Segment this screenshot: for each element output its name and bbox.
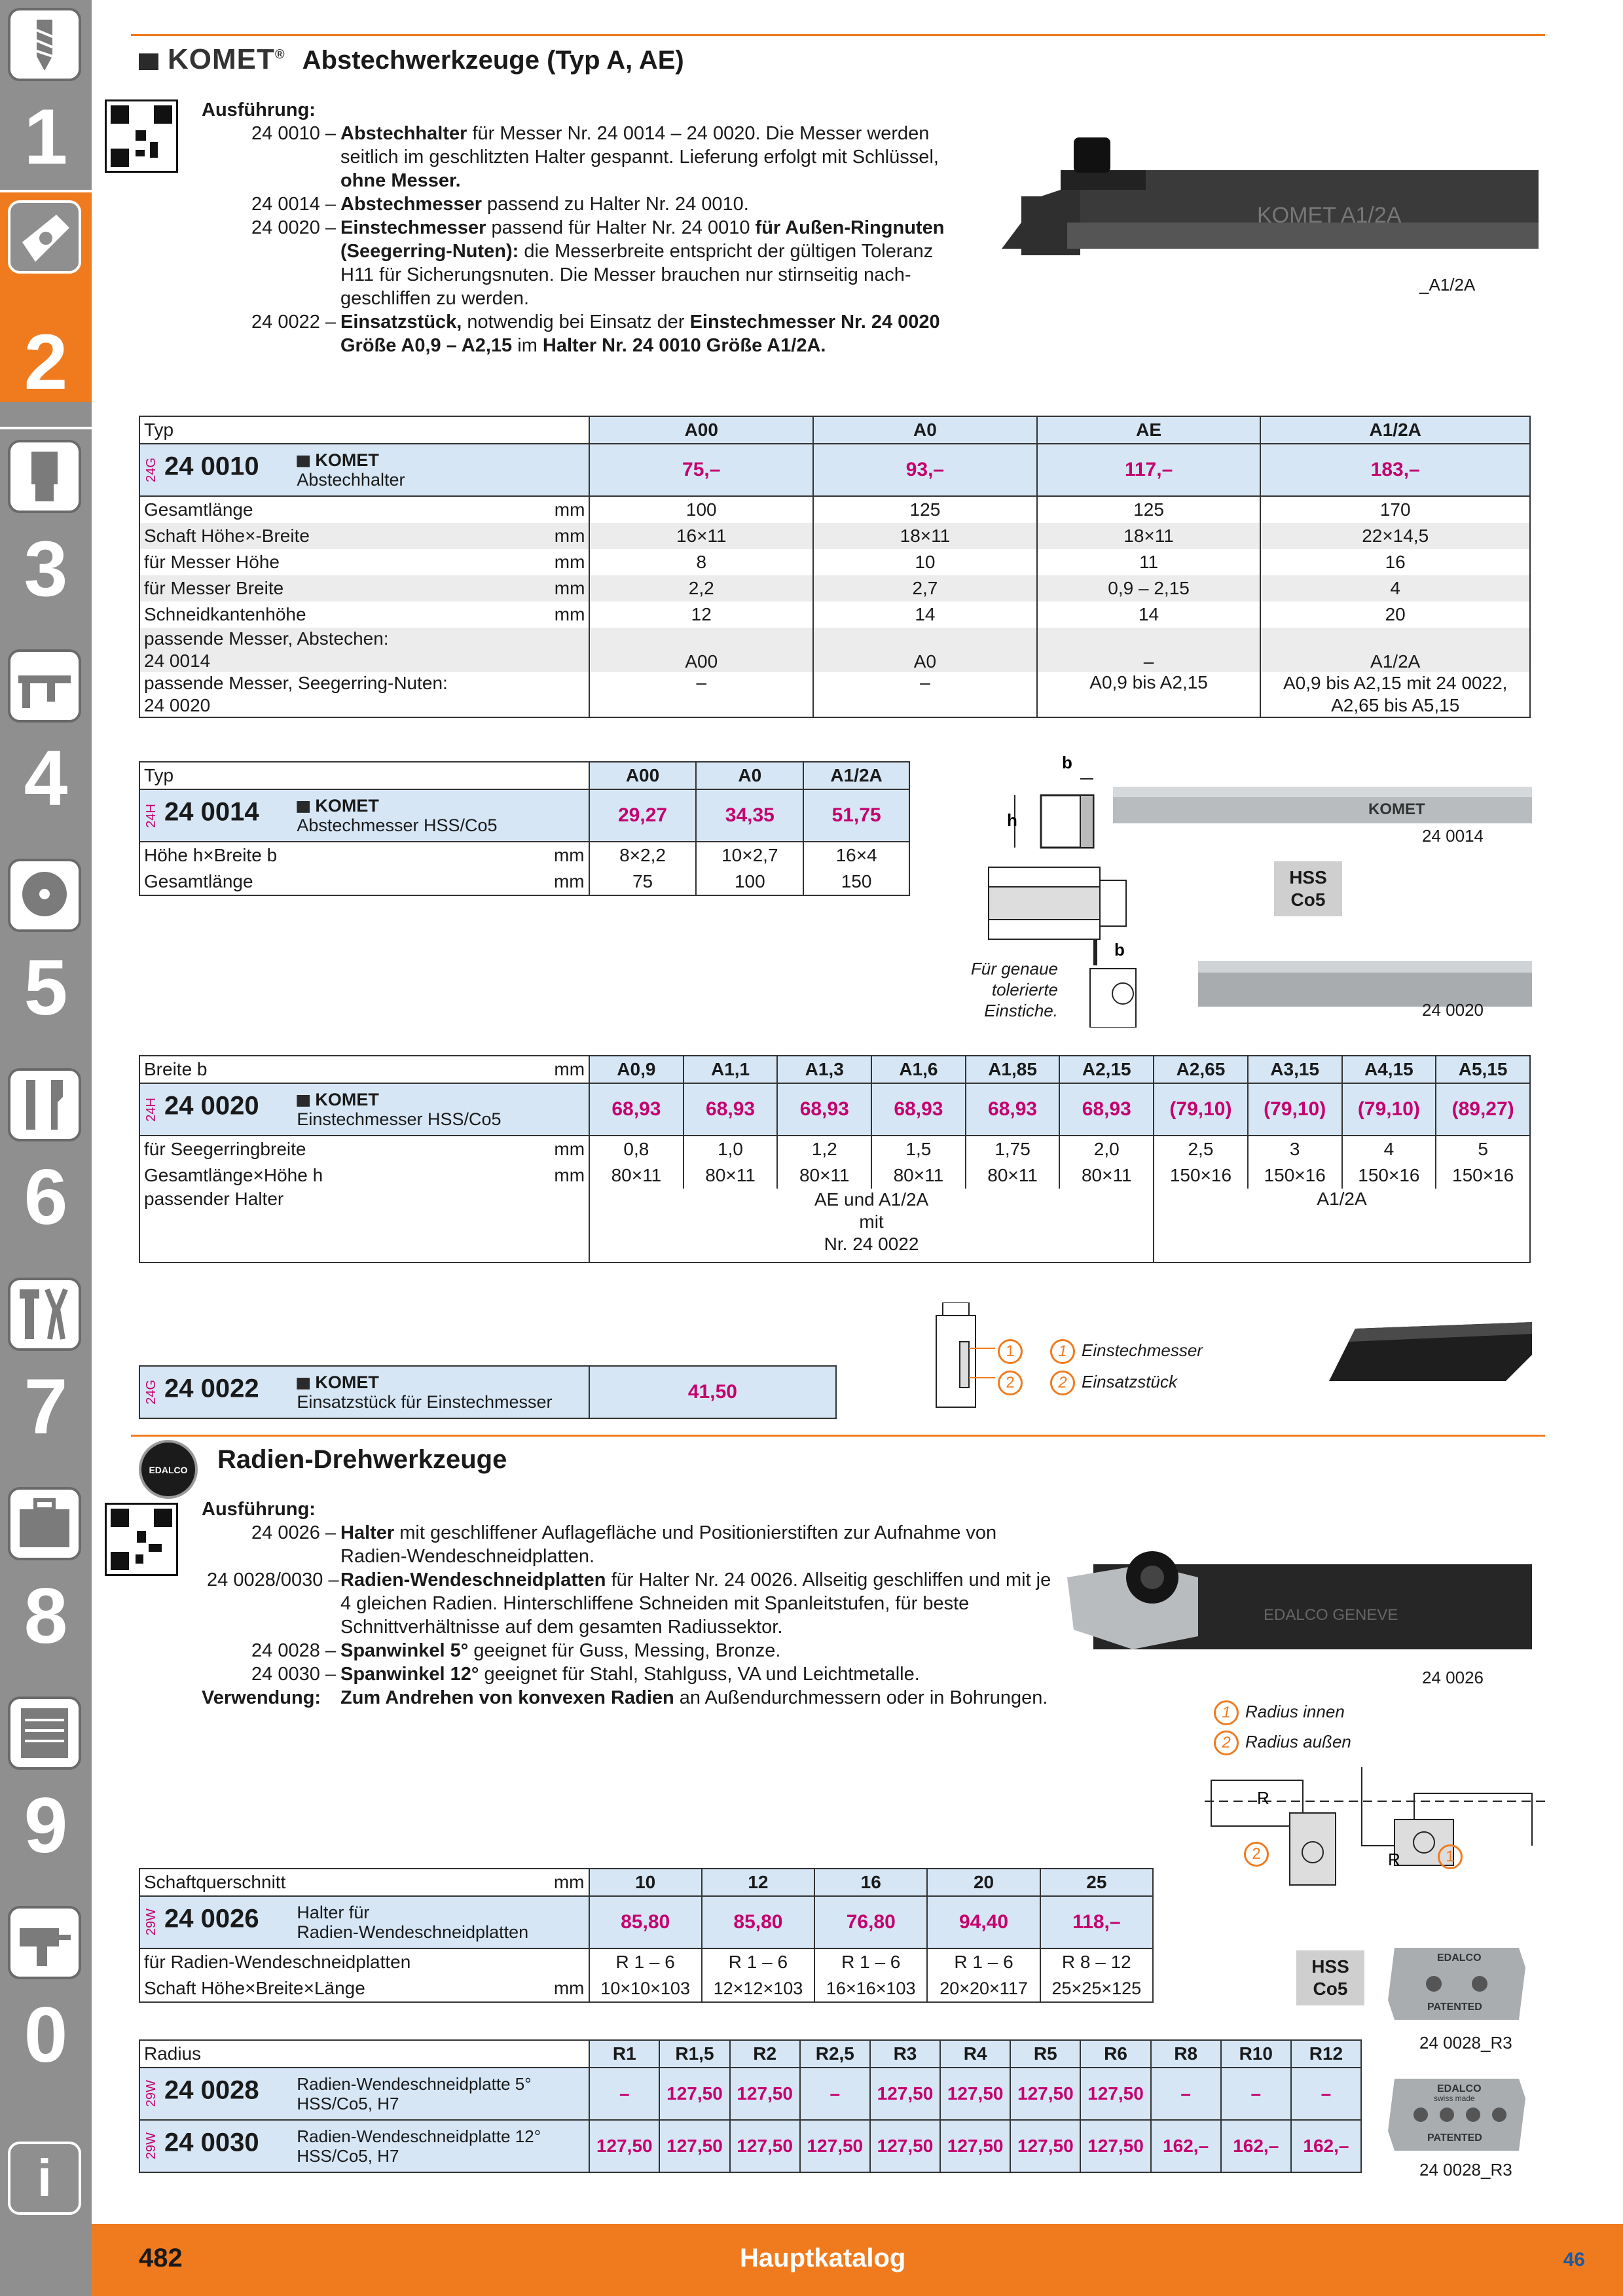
insert-5-image (1381, 1941, 1532, 2026)
price-cell: 76,80 (814, 1896, 927, 1948)
chapter-tab-8[interactable] (0, 1479, 92, 1689)
qr-code-icon[interactable] (105, 1503, 178, 1576)
column-header: Typ (139, 416, 589, 444)
description-heading: Ausführung: (202, 99, 316, 120)
komet-logo-icon (297, 1095, 310, 1107)
group-tag: 24G (144, 1380, 158, 1405)
chapter-tab-7[interactable] (0, 1270, 92, 1479)
legend-radius-innen: 1 Radius innen (1214, 1700, 1345, 1725)
row-label: Schaft Höhe×Breite×Länge mm (139, 1975, 589, 2002)
price-cell: (79,10) (1154, 1083, 1248, 1136)
row-label: Schaft Höhe×-Breite mm (139, 523, 589, 549)
radien-halter-image (1067, 1538, 1539, 1669)
article-description: Einsatzstück für Einstechmesser (297, 1392, 553, 1412)
chapter-number: 2 (24, 318, 68, 406)
info-icon: i (8, 2142, 81, 2215)
chapter-number: 8 (24, 1572, 68, 1660)
table-row: für Messer Höhe mm 8 10 11 16 (139, 549, 1530, 575)
section-title-abstech: KOMET® Abstechwerkzeuge (Typ A, AE) (139, 43, 684, 76)
abstechhalter-image (1002, 131, 1539, 281)
qr-code-icon[interactable] (105, 99, 178, 173)
holder-cell: A1/2A (1154, 1189, 1530, 1263)
price-cell: 127,50 (1010, 2068, 1080, 2120)
article-description: Radien-Wendeschneidplatte 12° HSS/Co5, H7 (297, 2126, 541, 2166)
column-header: 10 (589, 1869, 702, 1896)
description-item: 24 0026 – Halter mit geschliffener Auflagefläche und Positionierstiften zur Aufnahme von Radien-Wendeschneidplatten. (251, 1522, 997, 1567)
group-tag: 29W (144, 1909, 158, 1936)
row-label: für Messer Höhe mm (139, 549, 589, 575)
chapter-number: 9 (24, 1782, 68, 1869)
einsatzstueck-image (1322, 1316, 1539, 1388)
table-24-0020 (139, 1055, 1531, 1263)
legend-marker-2: 2 (1244, 1842, 1275, 1867)
price-cell: 68,93 (871, 1083, 966, 1136)
price-cell: 127,50 (730, 2068, 800, 2120)
price-cell: 68,93 (589, 1083, 684, 1136)
row-label: Gesamtlänge mm (139, 869, 589, 895)
komet-logo-icon (297, 456, 310, 467)
column-header: A3,15 (1248, 1056, 1342, 1083)
article-number: 24 0014 (164, 797, 259, 827)
article-number: 24 0022 (164, 1374, 259, 1403)
article-number: 24 0028 (164, 2075, 259, 2105)
description-item: 24 0014 – Abstechmesser passend zu Halter Nr. 24 0010. (251, 194, 749, 215)
column-header: R12 (1291, 2040, 1361, 2068)
column-header: 12 (702, 1869, 814, 1896)
row-label: Gesamtlänge×Höhe h mm (139, 1162, 589, 1189)
group-tag: 24G (144, 457, 158, 482)
blade-engraving: KOMET (1368, 800, 1425, 818)
price-cell: 94,40 (927, 1896, 1040, 1948)
cutting-insert-icon (8, 200, 81, 274)
pliers-icon (8, 1278, 81, 1351)
column-header: 16 (814, 1869, 927, 1896)
column-header: Typ (139, 762, 589, 789)
chapter-number: 5 (24, 944, 68, 1031)
article-cell (139, 444, 589, 496)
description-abstech (202, 98, 968, 357)
column-header: A00 (589, 762, 697, 789)
price-cell: 117,– (1037, 444, 1261, 496)
price-cell: 93,– (813, 444, 1037, 496)
chapter-tab-2[interactable] (0, 192, 92, 406)
column-header: A00 (589, 416, 813, 444)
price-cell: 127,50 (1080, 2068, 1150, 2120)
price-cell: 127,50 (1080, 2120, 1150, 2172)
table-row: Gesamtlänge mm 100 125 125 170 (139, 496, 1530, 523)
insert-mark: PATENTED (1427, 2001, 1482, 2013)
table-row: für Seegerringbreite mm 0,8 1,0 1,2 1,5 1,75 2,0 2,5 3 4 5 (139, 1136, 1530, 1162)
price-cell: – (1291, 2068, 1361, 2120)
chapter-tab-info[interactable] (0, 2134, 92, 2225)
dimension-label-h: h (1007, 810, 1017, 830)
column-header: A1,85 (966, 1056, 1060, 1083)
price-cell: 127,50 (730, 2120, 800, 2172)
price-cell: 127,50 (940, 2120, 1010, 2172)
price-cell: 51,75 (803, 789, 909, 842)
column-header: A0 (813, 416, 1037, 444)
article-description: Abstechhalter (297, 470, 405, 490)
description-radien (202, 1498, 1053, 1710)
table-24-0028-0030 (139, 2039, 1362, 2173)
column-header: A1/2A (1260, 416, 1530, 444)
column-header: R8 (1151, 2040, 1221, 2068)
column-header: A5,15 (1436, 1056, 1530, 1083)
row-label: Schneidkantenhöhe mm (139, 601, 589, 628)
row-label: passende Messer, Seegerring-Nuten: 24 0020 (139, 672, 589, 717)
chapter-number: 3 (24, 525, 68, 613)
price-cell: 68,93 (684, 1083, 778, 1136)
column-header: R5 (1010, 2040, 1080, 2068)
price-cell: 127,50 (659, 2068, 729, 2120)
price-cell: 127,50 (1010, 2120, 1080, 2172)
chapter-number: 6 (24, 1153, 68, 1241)
group-tag: 29W (144, 2080, 158, 2108)
group-tag: 24H (144, 803, 158, 828)
table-row: Schneidkantenhöhe mm 12 14 14 20 (139, 601, 1530, 628)
table-row: für Messer Breite mm 2,2 2,7 0,9 – 2,15 4 (139, 575, 1530, 601)
price-cell: 162,– (1151, 2120, 1221, 2172)
price-cell: 75,– (589, 444, 813, 496)
column-header: R2,5 (800, 2040, 870, 2068)
article-cell (139, 1083, 589, 1136)
table-row: passende Messer, Seegerring-Nuten: 24 0020 – – A0,9 bis A2,15 A0,9 bis A2,15 mit 24 0022, A2,65 bis A5,15 (139, 672, 1530, 717)
price-cell: 118,– (1040, 1896, 1153, 1948)
chapter-tab-6[interactable] (0, 1060, 92, 1270)
legend-marker: 2 (998, 1371, 1029, 1395)
chapter-number: 0 (24, 1991, 68, 2079)
hss-badge: HSS Co5 (1296, 1950, 1364, 2005)
saw-blade-icon (8, 859, 81, 932)
insert-brand: EDALCO (1437, 2083, 1482, 2094)
row-label: für Seegerringbreite mm (139, 1136, 589, 1162)
column-header: R6 (1080, 2040, 1150, 2068)
column-header: A2,65 (1154, 1056, 1248, 1083)
radius-label: R (1257, 1788, 1269, 1808)
price-cell: 68,93 (966, 1083, 1060, 1136)
edalco-logo-icon: EDALCO (139, 1440, 198, 1499)
table-row: passende Messer, Abstechen: 24 0014 A00 A0 – A1/2A (139, 628, 1530, 672)
article-cell (139, 1896, 589, 1948)
note-genaue: Für genaue tolerierte Einstiche. (971, 959, 1058, 1020)
article-number: 24 0010 (164, 452, 259, 481)
price-cell: – (1151, 2068, 1221, 2120)
column-header: R4 (940, 2040, 1010, 2068)
price-cell: – (800, 2068, 870, 2120)
price-cell: 85,80 (702, 1896, 814, 1948)
chapter-tab-9[interactable] (0, 1689, 92, 1898)
article-number: 24 0020 (164, 1091, 259, 1121)
table-row: Schaft Höhe×Breite×Länge mm 10×10×103 12×12×103 16×16×103 20×20×117 25×25×125 (139, 1975, 1153, 2002)
page-number: 482 (139, 2244, 183, 2272)
row-label: für Messer Breite mm (139, 575, 589, 601)
column-header: R10 (1221, 2040, 1291, 2068)
radius-drawing (1205, 1761, 1545, 1898)
chapter-number: 1 (24, 93, 68, 181)
price-cell: (79,10) (1342, 1083, 1436, 1136)
image-caption: 24 0028_R3 (1419, 2160, 1512, 2179)
description-item: 24 0022 – Einsatzstück, notwendig bei Einsatz der Einstechmesser Nr. 24 0020 Größe A0,9 – A2,15 im Halter Nr. 24 0010 Größe A1/2A. (251, 312, 940, 356)
column-header: A1,1 (684, 1056, 778, 1083)
holder-engraving: KOMET A1/2A (1257, 203, 1402, 228)
description-usage: Verwendung: Zum Andrehen von konvexen Radien an Außendurchmessern oder in Bohrungen. (202, 1687, 1048, 1708)
footer-number: 46 (1563, 2249, 1585, 2270)
komet-logo-icon (297, 1378, 310, 1390)
insert-sub: swiss made (1434, 2094, 1475, 2103)
chapter-sidebar (0, 0, 92, 2296)
legend-marker-1: 1 (1438, 1844, 1469, 1869)
table-24-0010 (139, 416, 1531, 718)
catalog-title: Hauptkatalog (740, 2244, 906, 2272)
chapter-tab-0[interactable] (0, 1898, 92, 2108)
komet-logo-icon (297, 801, 310, 813)
brand-name: KOMET (315, 1090, 379, 1109)
price-cell: – (589, 2068, 659, 2120)
image-caption: 24 0028_R3 (1419, 2033, 1512, 2053)
column-header: Breite b mm (139, 1056, 589, 1083)
price-cell: 183,– (1260, 444, 1530, 496)
column-header: A0,9 (589, 1056, 684, 1083)
chapter-tab-5[interactable] (0, 851, 92, 1060)
brand-name: KOMET (315, 1372, 379, 1392)
price-cell: – (1221, 2068, 1291, 2120)
table-24-0014 (139, 761, 910, 896)
chapter-tab-4[interactable] (0, 641, 92, 851)
table-24-0026 (139, 1868, 1154, 2003)
brand-name: KOMET® (168, 43, 285, 75)
image-caption: 24 0014 (1422, 826, 1484, 846)
caliper-icon (8, 649, 81, 723)
group-tag: 29W (144, 2132, 158, 2160)
article-number: 24 0026 (164, 1904, 259, 1933)
column-header: R3 (870, 2040, 940, 2068)
insert-12-image (1381, 2072, 1532, 2157)
brand-name: KOMET (315, 796, 379, 816)
row-label: passender Halter (139, 1189, 589, 1263)
column-header: R1,5 (659, 2040, 729, 2068)
description-item: 24 0030 – Spanwinkel 12° geeignet für Stahl, Stahlguss, VA und Leichtmetalle. (251, 1664, 920, 1685)
table-row (139, 1189, 1530, 1263)
description-item: 24 0020 – Einstechmesser passend für Halter Nr. 24 0010 für Außen-Ringnuten (Seegerring-Nuten): die Messerbreite entspricht der gültigen Toleranz H11 für Sicherungsnuten. Die Messer brauchen nur stirnseitig nach-geschliffen zu werden. (251, 217, 945, 309)
column-header: Schaftquerschnitt mm (139, 1869, 589, 1896)
price-cell: 127,50 (800, 2120, 870, 2172)
description-heading: Ausführung: (202, 1499, 316, 1520)
column-header: A1,6 (871, 1056, 966, 1083)
holder-cell: AE und A1/2A mit Nr. 24 0022 (589, 1189, 1154, 1263)
insert-mark: PATENTED (1427, 2132, 1482, 2144)
drill-icon (8, 8, 81, 81)
row-label: Höhe h×Breite b mm (139, 842, 589, 869)
price-cell: 127,50 (589, 2120, 659, 2172)
komet-logo-icon (139, 53, 158, 70)
price-cell: 127,50 (870, 2068, 940, 2120)
column-header: 25 (1040, 1869, 1153, 1896)
legend-marker: 1 (998, 1339, 1029, 1364)
image-caption: _A1/2A (1419, 275, 1476, 295)
price-cell: 127,50 (870, 2120, 940, 2172)
price-cell: 85,80 (589, 1896, 702, 1948)
chapter-number: 4 (24, 734, 68, 822)
drill-machine-icon (8, 1906, 81, 1979)
description-item: 24 0010 – Abstechhalter für Messer Nr. 24 0014 – 24 0020. Die Messer werden seitlich im geschlitzten Halter gespannt. Lieferung erfolgt mit Schlüssel, ohne Messer. (251, 123, 939, 191)
article-description: Einstechmesser HSS/Co5 (297, 1109, 501, 1129)
table-row: Gesamtlänge×Höhe h mm 80×11 80×11 80×11 80×11 80×11 80×11 150×16 150×16 150×16 150×16 (139, 1162, 1530, 1189)
description-item: 24 0028/0030 – Radien-Wendeschneidplatten für Halter Nr. 24 0026. Allseitig geschliffen und mit je 4 gleichen Radien. Hinterschliffene Schneiden mit Spanleitstufen, für beste Schnittverhältnisse auf dem gesamten Radiussektor. (207, 1570, 1051, 1638)
radius-label: R (1388, 1850, 1400, 1869)
page-footer (92, 2224, 1623, 2296)
price-cell: 68,93 (1059, 1083, 1154, 1136)
row-label: passende Messer, Abstechen: 24 0014 (139, 628, 589, 672)
image-caption: 24 0026 (1422, 1668, 1484, 1687)
chapter-tab-3[interactable] (0, 432, 92, 641)
column-header: A2,15 (1059, 1056, 1154, 1083)
legend-einsatzstueck: 2 Einsatzstück (1050, 1371, 1177, 1395)
wrench-icon (8, 1068, 81, 1141)
section-rule (131, 1435, 1545, 1437)
column-header: A4,15 (1342, 1056, 1436, 1083)
chapter-tab-1[interactable] (0, 0, 92, 209)
table-row: Gesamtlänge mm 75 100 150 (139, 869, 909, 895)
column-header: R1 (589, 2040, 659, 2068)
column-header: A1,3 (777, 1056, 871, 1083)
column-header: R2 (730, 2040, 800, 2068)
article-cell (139, 2120, 589, 2172)
group-tag: 24H (144, 1097, 158, 1122)
column-header: AE (1037, 416, 1261, 444)
price-cell: 127,50 (940, 2068, 1010, 2120)
image-caption: 24 0020 (1422, 1000, 1484, 1020)
price-cell: 127,50 (659, 2120, 729, 2172)
article-description: Halter für Radien-Wendeschneidplatten (297, 1903, 529, 1942)
insert-brand: EDALCO (1437, 1952, 1482, 1964)
price-cell: 162,– (1221, 2120, 1291, 2172)
column-header: A1/2A (803, 762, 909, 789)
price-cell: 68,93 (777, 1083, 871, 1136)
price-cell: 34,35 (696, 789, 803, 842)
article-cell (139, 2068, 589, 2120)
dimension-label-b: b (1114, 940, 1125, 960)
section-rule (131, 34, 1545, 36)
article-description: Abstechmesser HSS/Co5 (297, 816, 498, 835)
price-cell: 41,50 (589, 1366, 836, 1418)
table-24-0022 (139, 1365, 837, 1419)
row-label: für Radien-Wendeschneidplatten (139, 1948, 589, 1975)
description-item: 24 0028 – Spanwinkel 5° geeignet für Guss, Messing, Bronze. (251, 1640, 781, 1661)
article-cell (139, 789, 589, 842)
price-cell: 29,27 (589, 789, 697, 842)
price-cell: 162,– (1291, 2120, 1361, 2172)
chuck-icon (8, 440, 81, 513)
chapter-number: 7 (24, 1363, 68, 1450)
column-header: Radius (139, 2040, 589, 2068)
legend-radius-aussen: 2 Radius außen (1214, 1731, 1351, 1755)
article-cell (139, 1366, 589, 1418)
table-row: Höhe h×Breite b mm 8×2,2 10×2,7 16×4 (139, 842, 909, 869)
column-header: A0 (696, 762, 803, 789)
column-header: 20 (927, 1869, 1040, 1896)
article-number: 24 0030 (164, 2128, 259, 2157)
row-label: Gesamtlänge mm (139, 496, 589, 523)
section-title-radien: Radien-Drehwerkzeuge (217, 1445, 507, 1474)
toolbox-icon (8, 1487, 81, 1560)
hss-badge: HSS Co5 (1274, 861, 1342, 916)
table-row: für Radien-Wendeschneidplatten R 1 – 6 R 1 – 6 R 1 – 6 R 1 – 6 R 8 – 12 (139, 1948, 1153, 1975)
brand-name: KOMET (315, 450, 379, 470)
legend-einstechmesser: 1 Einstechmesser (1050, 1339, 1203, 1364)
holder-engraving: EDALCO GENEVE (1264, 1606, 1398, 1624)
dimension-label-b: b (1062, 753, 1072, 772)
cabinet-icon (8, 1696, 81, 1770)
table-row: Schaft Höhe×-Breite mm 16×11 18×11 18×11 22×14,5 (139, 523, 1530, 549)
price-cell: (79,10) (1248, 1083, 1342, 1136)
price-cell: (89,27) (1436, 1083, 1530, 1136)
article-description: Radien-Wendeschneidplatte 5° HSS/Co5, H7 (297, 2074, 532, 2113)
